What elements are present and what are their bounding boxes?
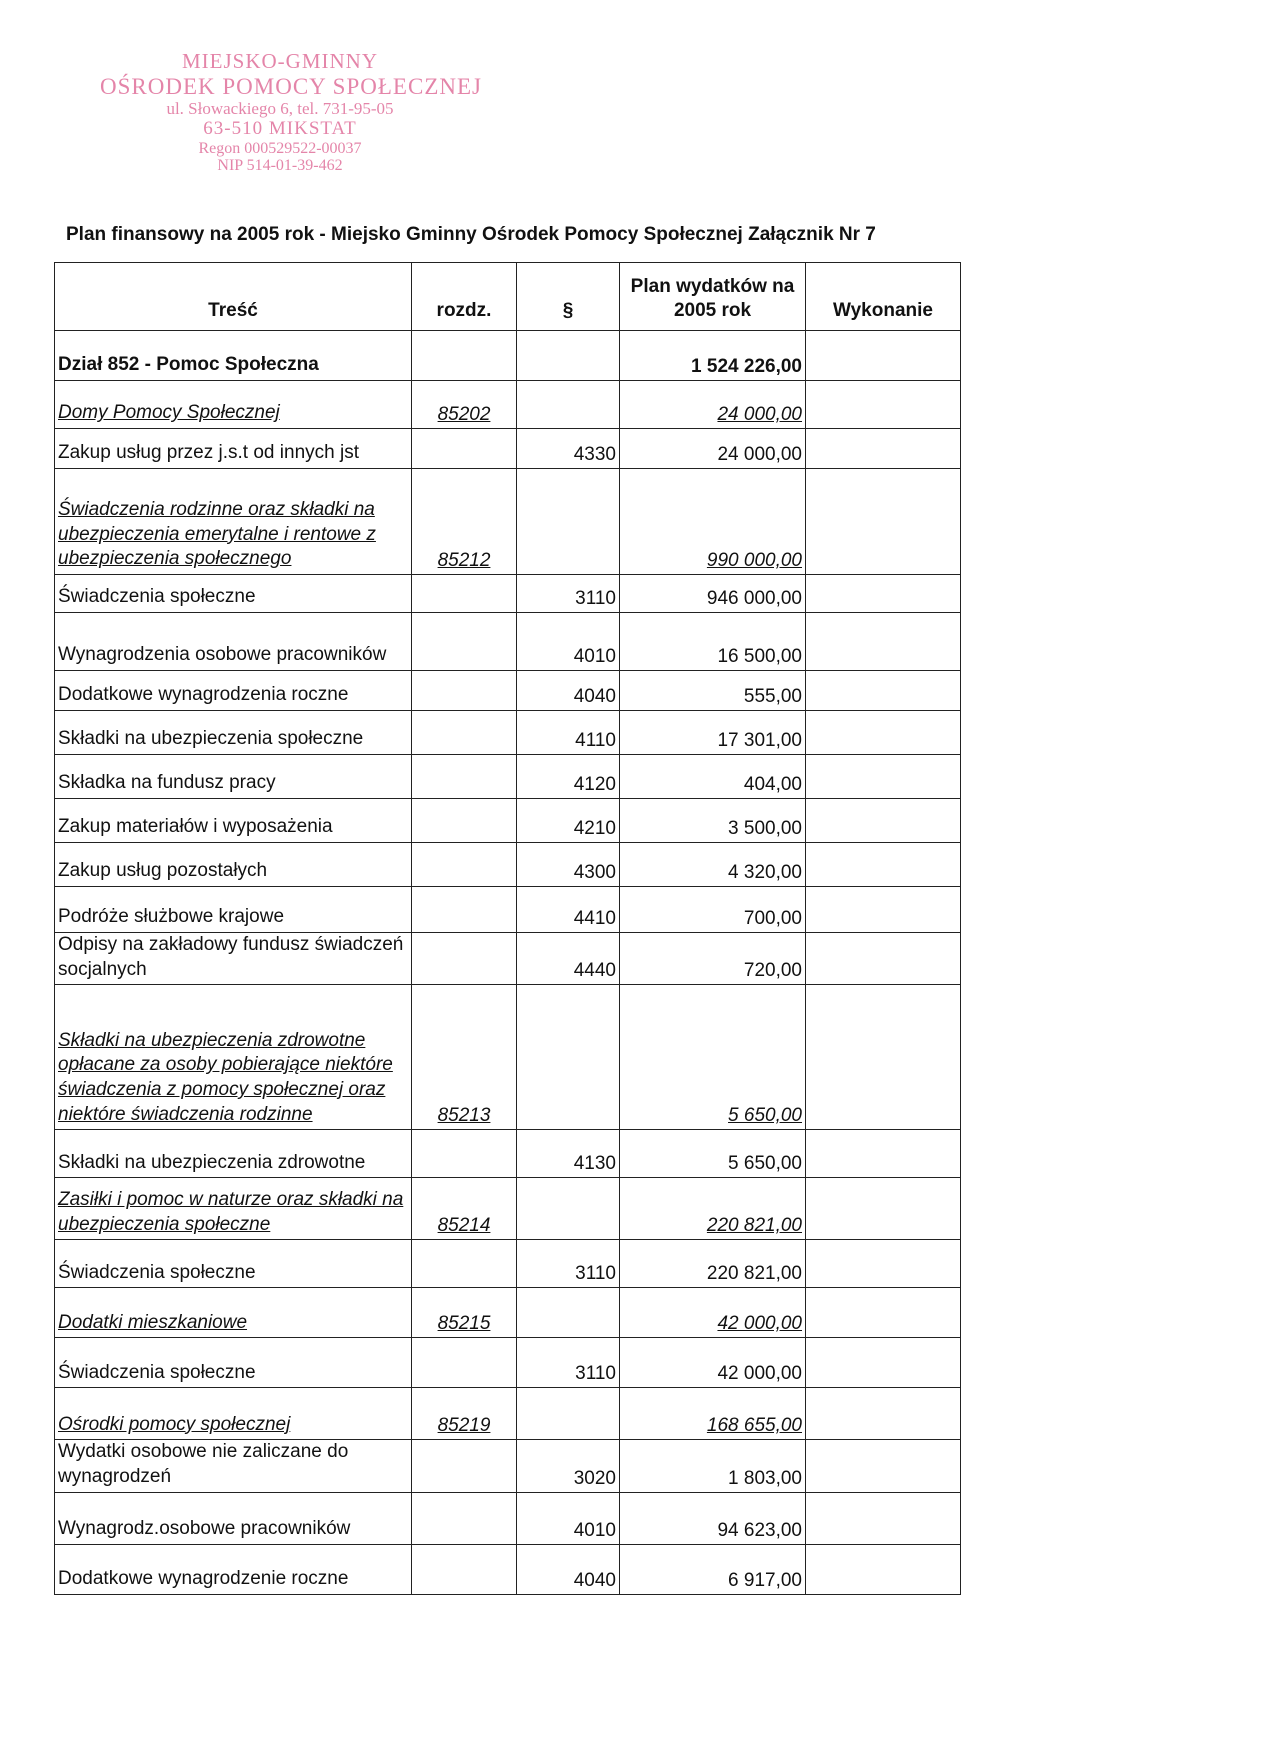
cell-rozdz: [412, 933, 517, 985]
cell-wykonanie: [806, 613, 961, 671]
cell-paragraf: 4440: [517, 933, 620, 985]
table-row: [55, 985, 961, 1130]
cell-plan: 555,00: [620, 671, 806, 711]
table-header-row: [55, 263, 961, 331]
cell-paragraf: [517, 331, 620, 381]
table-row: [55, 1544, 961, 1594]
cell-tresc: Składki na ubezpieczenia społeczne: [55, 711, 412, 755]
cell-paragraf: [517, 985, 620, 1130]
table-row: [55, 799, 961, 843]
table-row: [55, 711, 961, 755]
cell-tresc: Dział 852 - Pomoc Społeczna: [55, 331, 412, 381]
cell-tresc: Podróże służbowe krajowe: [55, 887, 412, 933]
cell-tresc: Domy Pomocy Społecznej: [55, 381, 412, 429]
cell-rozdz: 85202: [412, 381, 517, 429]
stamp-line: OŚRODEK POMOCY SPOŁECZNEJ: [100, 73, 482, 99]
cell-wykonanie: [806, 1130, 961, 1178]
table-row: [55, 1240, 961, 1288]
cell-plan: 990 000,00: [620, 469, 806, 575]
cell-wykonanie: [806, 755, 961, 799]
cell-rozdz: [412, 1240, 517, 1288]
cell-tresc: Wynagrodzenia osobowe pracowników: [55, 613, 412, 671]
document-title: Plan finansowy na 2005 rok - Miejsko Gminny Ośrodek Pomocy Społecznej Załącznik Nr 7: [66, 224, 876, 245]
table-row: [55, 1492, 961, 1544]
cell-plan: 42 000,00: [620, 1288, 806, 1338]
cell-plan: 16 500,00: [620, 613, 806, 671]
cell-tresc: Dodatkowe wynagrodzenie roczne: [55, 1544, 412, 1594]
cell-wykonanie: [806, 381, 961, 429]
cell-plan: 404,00: [620, 755, 806, 799]
cell-rozdz: 85214: [412, 1178, 517, 1240]
cell-rozdz: [412, 331, 517, 381]
cell-tresc: Świadczenia społeczne: [55, 1338, 412, 1388]
cell-plan: 5 650,00: [620, 1130, 806, 1178]
table-row: [55, 1288, 961, 1338]
cell-wykonanie: [806, 1388, 961, 1440]
cell-paragraf: 3020: [517, 1440, 620, 1492]
table-row: [55, 1130, 961, 1178]
cell-paragraf: 4040: [517, 1544, 620, 1594]
cell-rozdz: [412, 575, 517, 613]
table-row: [55, 1388, 961, 1440]
cell-paragraf: 4040: [517, 671, 620, 711]
table-row: [55, 755, 961, 799]
table-row: [55, 381, 961, 429]
table-row: [55, 1178, 961, 1240]
table-row: [55, 887, 961, 933]
cell-tresc: Zakup usług przez j.s.t od innych jst: [55, 429, 412, 469]
cell-rozdz: [412, 1338, 517, 1388]
cell-wykonanie: [806, 933, 961, 985]
table-row: [55, 671, 961, 711]
header-rozdz: rozdz.: [412, 263, 517, 331]
cell-paragraf: 4210: [517, 799, 620, 843]
cell-tresc: Ośrodki pomocy społecznej: [55, 1388, 412, 1440]
cell-wykonanie: [806, 799, 961, 843]
table-row: [55, 331, 961, 381]
cell-tresc: Zasiłki i pomoc w naturze oraz składki na ubezpieczenia społeczne: [55, 1178, 412, 1240]
cell-paragraf: 3110: [517, 1240, 620, 1288]
cell-paragraf: [517, 1178, 620, 1240]
financial-plan-table: [54, 262, 961, 1595]
cell-wykonanie: [806, 843, 961, 887]
cell-plan: 5 650,00: [620, 985, 806, 1130]
cell-plan: 94 623,00: [620, 1492, 806, 1544]
cell-rozdz: 85213: [412, 985, 517, 1130]
cell-plan: 168 655,00: [620, 1388, 806, 1440]
cell-rozdz: [412, 429, 517, 469]
cell-tresc: Wynagrodz.osobowe pracowników: [55, 1492, 412, 1544]
stamp-line: ul. Słowackiego 6, tel. 731-95-05: [166, 99, 394, 119]
cell-paragraf: 4330: [517, 429, 620, 469]
cell-tresc: Zakup usług pozostałych: [55, 843, 412, 887]
cell-paragraf: [517, 1288, 620, 1338]
cell-tresc: Wydatki osobowe nie zaliczane do wynagrodzeń: [55, 1440, 412, 1492]
cell-tresc: Świadczenia społeczne: [55, 1240, 412, 1288]
cell-rozdz: [412, 1544, 517, 1594]
stamp-line: Regon 000529522-00037: [198, 139, 362, 157]
cell-paragraf: 4410: [517, 887, 620, 933]
cell-rozdz: [412, 887, 517, 933]
cell-paragraf: 4300: [517, 843, 620, 887]
cell-tresc: Zakup materiałów i wyposażenia: [55, 799, 412, 843]
cell-tresc: Składki na ubezpieczenia zdrowotne opłacane za osoby pobierające niektóre świadczenia z pomocy społecznej oraz niektóre świadczenia rodzinne: [55, 985, 412, 1130]
cell-plan: 24 000,00: [620, 381, 806, 429]
cell-paragraf: 4120: [517, 755, 620, 799]
cell-rozdz: [412, 671, 517, 711]
cell-plan: 220 821,00: [620, 1178, 806, 1240]
cell-plan: 24 000,00: [620, 429, 806, 469]
cell-plan: 1 803,00: [620, 1440, 806, 1492]
cell-paragraf: [517, 469, 620, 575]
table-row: [55, 575, 961, 613]
header-wykonanie: Wykonanie: [806, 263, 961, 331]
cell-paragraf: [517, 381, 620, 429]
table-row: [55, 469, 961, 575]
cell-tresc: Świadczenia społeczne: [55, 575, 412, 613]
cell-tresc: Odpisy na zakładowy fundusz świadczeń socjalnych: [55, 933, 412, 985]
stamp-line: NIP 514-01-39-462: [217, 157, 343, 175]
cell-rozdz: 85215: [412, 1288, 517, 1338]
cell-wykonanie: [806, 1288, 961, 1338]
cell-rozdz: [412, 1492, 517, 1544]
cell-wykonanie: [806, 1178, 961, 1240]
cell-tresc: Świadczenia rodzinne oraz składki na ubezpieczenia emerytalne i rentowe z ubezpieczenia społecznego: [55, 469, 412, 575]
cell-wykonanie: [806, 331, 961, 381]
cell-paragraf: 4130: [517, 1130, 620, 1178]
cell-plan: 3 500,00: [620, 799, 806, 843]
table-row: [55, 933, 961, 985]
stamp-line: MIEJSKO-GMINNY: [182, 49, 378, 73]
cell-plan: 946 000,00: [620, 575, 806, 613]
cell-rozdz: [412, 613, 517, 671]
stamp-line: 63-510 MIKSTAT: [203, 118, 357, 140]
cell-rozdz: 85212: [412, 469, 517, 575]
cell-wykonanie: [806, 711, 961, 755]
cell-plan: 720,00: [620, 933, 806, 985]
table-row: [55, 429, 961, 469]
header-paragraf: §: [517, 263, 620, 331]
cell-tresc: Dodatki mieszkaniowe: [55, 1288, 412, 1338]
cell-wykonanie: [806, 429, 961, 469]
cell-wykonanie: [806, 671, 961, 711]
cell-rozdz: [412, 1130, 517, 1178]
cell-rozdz: [412, 755, 517, 799]
table-row: [55, 1440, 961, 1492]
cell-rozdz: [412, 711, 517, 755]
cell-plan: 700,00: [620, 887, 806, 933]
cell-wykonanie: [806, 575, 961, 613]
header-plan: Plan wydatków na 2005 rok: [620, 263, 806, 331]
cell-tresc: Dodatkowe wynagrodzenia roczne: [55, 671, 412, 711]
cell-wykonanie: [806, 1338, 961, 1388]
cell-wykonanie: [806, 1544, 961, 1594]
cell-paragraf: [517, 1388, 620, 1440]
cell-rozdz: 85219: [412, 1388, 517, 1440]
cell-paragraf: 3110: [517, 575, 620, 613]
cell-rozdz: [412, 1440, 517, 1492]
cell-plan: 17 301,00: [620, 711, 806, 755]
cell-paragraf: 4010: [517, 1492, 620, 1544]
header-tresc: Treść: [55, 263, 412, 331]
cell-paragraf: 4010: [517, 613, 620, 671]
table-row: [55, 843, 961, 887]
table-row: [55, 613, 961, 671]
cell-wykonanie: [806, 1492, 961, 1544]
cell-rozdz: [412, 843, 517, 887]
table-row: [55, 1338, 961, 1388]
cell-plan: 1 524 226,00: [620, 331, 806, 381]
cell-wykonanie: [806, 887, 961, 933]
cell-wykonanie: [806, 469, 961, 575]
cell-plan: 6 917,00: [620, 1544, 806, 1594]
institution-stamp: [100, 49, 482, 175]
cell-wykonanie: [806, 985, 961, 1130]
cell-tresc: Składka na fundusz pracy: [55, 755, 412, 799]
cell-wykonanie: [806, 1440, 961, 1492]
cell-paragraf: 4110: [517, 711, 620, 755]
cell-paragraf: 3110: [517, 1338, 620, 1388]
cell-tresc: Składki na ubezpieczenia zdrowotne: [55, 1130, 412, 1178]
cell-plan: 220 821,00: [620, 1240, 806, 1288]
cell-plan: 4 320,00: [620, 843, 806, 887]
cell-rozdz: [412, 799, 517, 843]
cell-plan: 42 000,00: [620, 1338, 806, 1388]
cell-wykonanie: [806, 1240, 961, 1288]
